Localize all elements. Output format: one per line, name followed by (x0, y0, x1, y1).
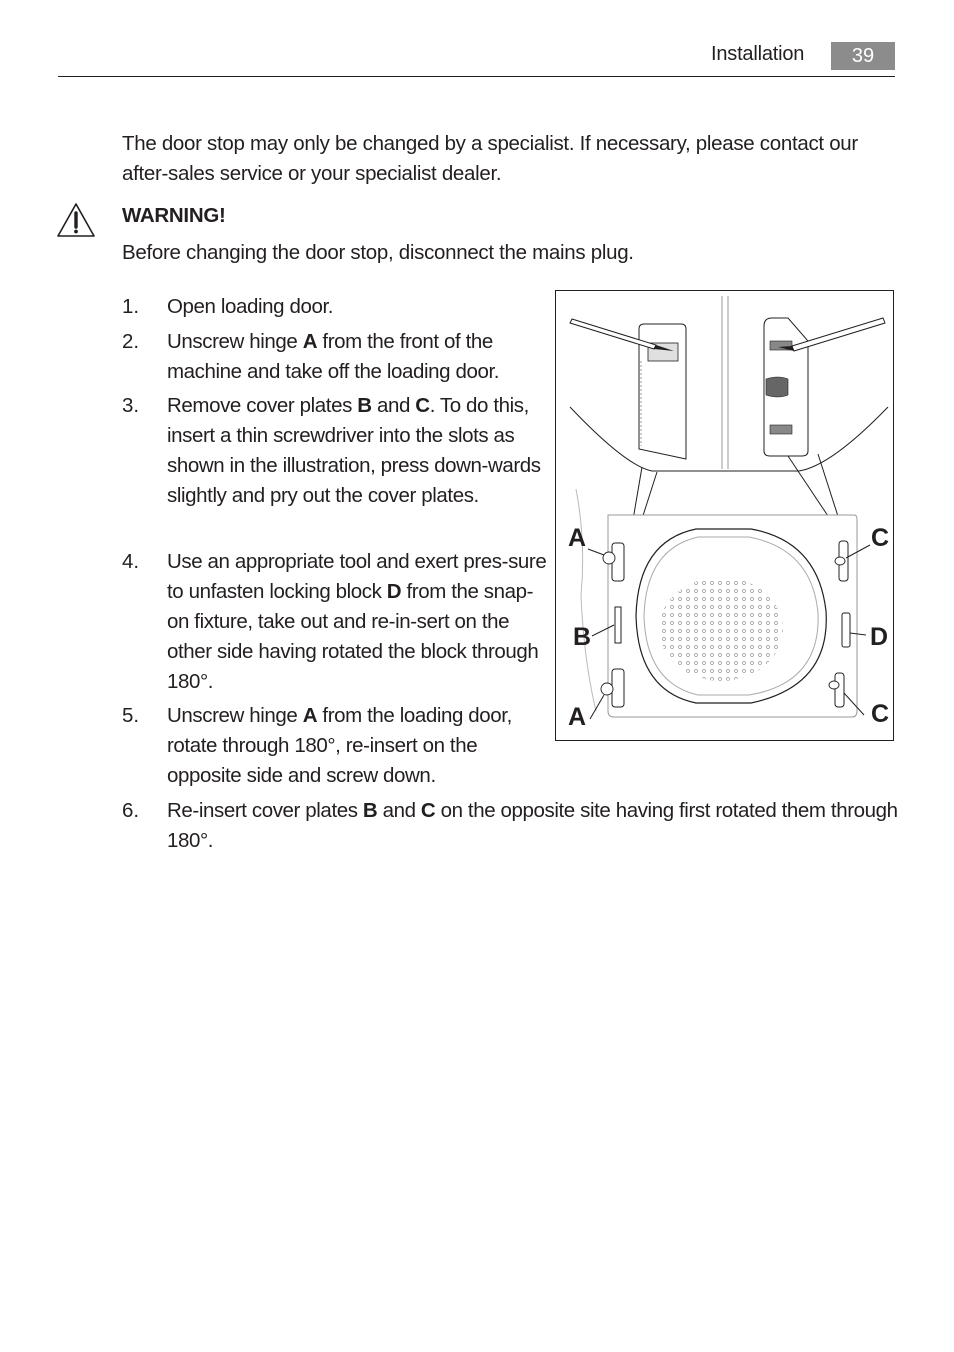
step-text: Unscrew hinge A from the loading door, rotate through 180°, re-insert on the opposite side and screw down. (167, 704, 512, 787)
callout-c-bottom: C (871, 700, 890, 728)
warning-triangle-icon (56, 202, 96, 238)
intro-paragraph: The door stop may only be changed by a specialist. If necessary, please contact our after-sales service or your specialist dealer. (122, 132, 858, 185)
step-number: 4. (122, 550, 140, 573)
callout-c-top: C (871, 524, 890, 552)
callout-b: B (573, 623, 592, 651)
step-text: Re-insert cover plates B and C on the opposite site having first rotated them through 180°. (167, 799, 898, 852)
warning-body: Before changing the door stop, disconnect the mains plug. (122, 241, 634, 264)
step-number: 2. (122, 330, 140, 353)
page-number: 39 (831, 42, 895, 70)
dryer-door-drawing (556, 291, 895, 742)
header-rule (58, 76, 895, 77)
step-text: Remove cover plates B and C. To do this, insert a thin screwdriver into the slots as shown in the illustration, press down-wards slightly and pry out the cover plates. (167, 394, 541, 507)
running-header-section: Installation (711, 43, 805, 65)
callout-d: D (870, 623, 889, 651)
step-text: Unscrew hinge A from the front of the machine and take off the loading door. (167, 330, 500, 383)
callout-a-bottom: A (568, 703, 587, 731)
step-number: 6. (122, 799, 140, 822)
step-number: 5. (122, 704, 140, 727)
callout-a-top: A (568, 524, 587, 552)
door-stop-illustration (555, 290, 894, 741)
warning-title: WARNING! (122, 204, 226, 227)
step-number: 1. (122, 295, 140, 318)
step-text: Use an appropriate tool and exert pres-sure to unfasten locking block D from the snap-on fixture, take out and re-in-sert on the other side having rotated the block through 180°. (167, 550, 547, 693)
step-number: 3. (122, 394, 140, 417)
step-text: Open loading door. (167, 295, 334, 318)
